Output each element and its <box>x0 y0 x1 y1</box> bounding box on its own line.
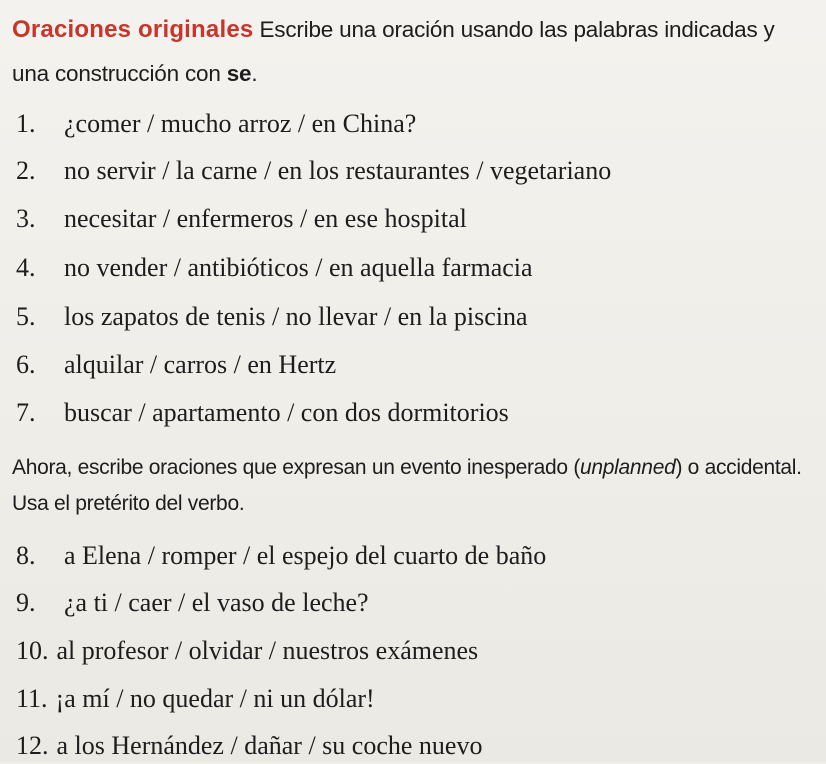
item-number: 3. <box>16 204 36 233</box>
item-text: buscar / apartamento / con dos dormitorios <box>64 398 509 427</box>
item-number: 4. <box>16 253 36 282</box>
item-text: no vender / antibióticos / en aquella farmacia <box>64 253 533 282</box>
item-text: a Elena / romper / el espejo del cuarto de baño <box>64 541 547 570</box>
instruction2-after: ) o accidental. Usa el pretérito del verbo. <box>12 456 802 515</box>
item-text: ¡a mí / no quedar / ni un dólar! <box>55 684 375 713</box>
item-text: no servir / la carne / en los restaurantes / vegetariano <box>64 156 612 185</box>
exercise-item-2 <box>16 153 611 189</box>
item-text: al profesor / olvidar / nuestros exámenes <box>56 636 479 665</box>
instruction-bold-word: se <box>226 61 252 86</box>
exercise-item-9 <box>16 585 369 621</box>
item-number: 10. <box>16 636 49 665</box>
exercise-item-3 <box>16 201 467 237</box>
item-text: necesitar / enfermeros / en ese hospital <box>64 204 467 233</box>
exercise-item-8 <box>16 538 546 574</box>
item-text: a los Hernández / dañar / su coche nuevo <box>56 731 483 760</box>
item-number: 7. <box>16 398 36 427</box>
section-heading: Oraciones originales <box>12 16 254 43</box>
item-number: 12. <box>16 731 49 760</box>
exercise-item-11 <box>16 681 375 717</box>
item-text: alquilar / carros / en Hertz <box>64 350 337 379</box>
second-instruction <box>12 450 822 522</box>
instruction-period: . <box>251 61 258 86</box>
instruction2-italic: unplanned <box>580 456 676 479</box>
item-number: 5. <box>16 302 36 331</box>
exercise-item-5 <box>16 299 528 335</box>
item-number: 8. <box>16 541 36 570</box>
exercise-intro <box>12 8 812 96</box>
item-text: ¿comer / mucho arroz / en China? <box>64 109 417 138</box>
exercise-item-10 <box>16 633 478 669</box>
instruction-text: Escribe una oración usando las palabras indicadas y una construcción con <box>12 17 775 86</box>
item-number: 6. <box>16 350 36 379</box>
item-number: 9. <box>16 588 36 617</box>
item-text: los zapatos de tenis / no llevar / en la piscina <box>64 302 528 331</box>
exercise-item-4 <box>16 250 533 286</box>
item-number: 11. <box>16 684 48 713</box>
instruction2-before: Ahora, escribe oraciones que expresan un evento inesperado ( <box>12 456 581 479</box>
exercise-item-1 <box>16 106 416 142</box>
exercise-item-12 <box>16 728 482 764</box>
item-text: ¿a ti / caer / el vaso de leche? <box>64 588 369 617</box>
exercise-item-7 <box>16 395 509 431</box>
item-number: 1. <box>16 109 36 138</box>
item-number: 2. <box>16 156 36 185</box>
exercise-item-6 <box>16 347 336 383</box>
